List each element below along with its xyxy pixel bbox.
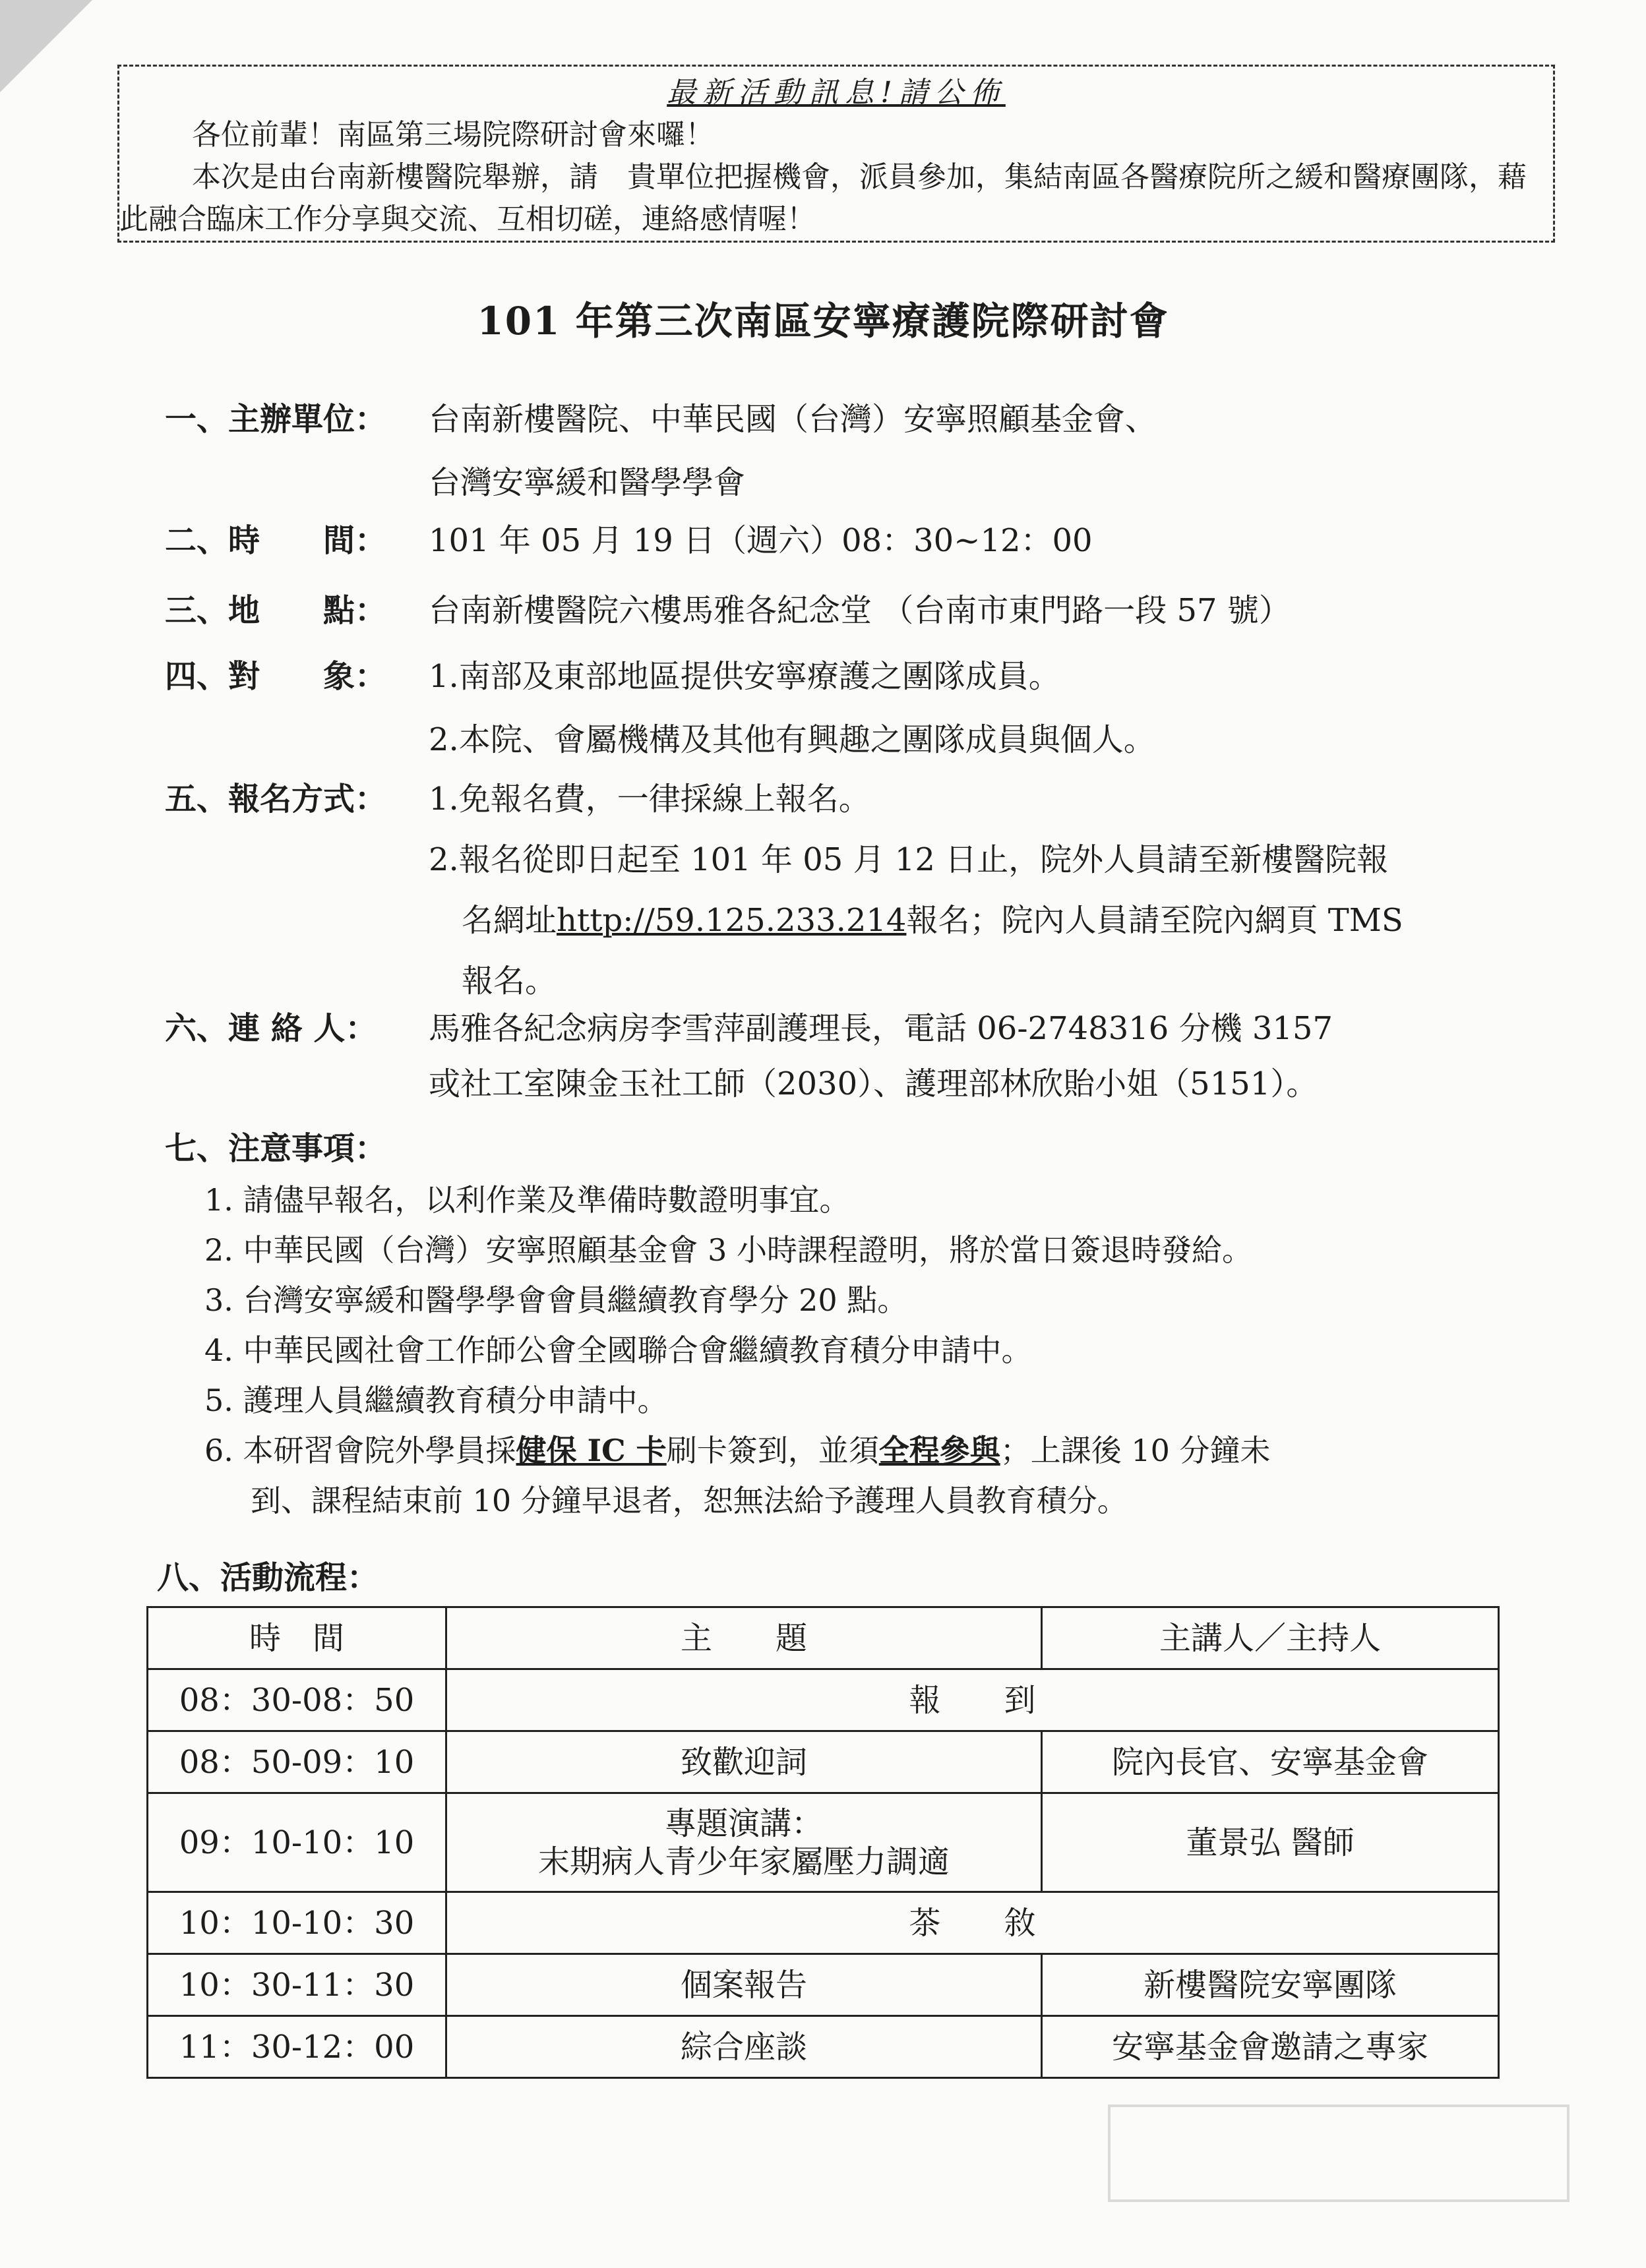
section-label: 二、時 間： (165, 522, 387, 559)
audience-item-1: 1.南部及東部地區提供安寧療護之團隊成員。 (429, 658, 1060, 695)
notice-heading: 最新活動訊息!請公佈 (667, 76, 1006, 109)
row-topic: 專題演講： 末期病人青少年家屬壓力調適 (446, 1793, 1042, 1892)
header-speaker: 主講人／主持人 (1042, 1607, 1499, 1669)
time-value: 101 年 05 月 19 日（週六）08：30~12：00 (429, 522, 1093, 559)
header-topic: 主 題 (446, 1607, 1042, 1669)
table-row (148, 2016, 1499, 2078)
section-registration (165, 769, 1537, 1011)
schedule-label: 八、活動流程： (157, 1559, 379, 1596)
table-row (148, 1669, 1499, 1731)
section-organizer (165, 388, 1537, 514)
row-time: 10：10-10：30 (148, 1892, 446, 1954)
note-item-6: 6. 本研習會院外學員採健保 IC 卡刷卡簽到，並須全程參與；上課後 10 分鐘未 (204, 1433, 1271, 1468)
note-item-1: 1. 請儘早報名，以利作業及準備時數證明事宜。 (204, 1182, 850, 1218)
section-time (165, 509, 1537, 572)
table-header-row (148, 1607, 1499, 1669)
schedule-table (146, 1606, 1500, 2079)
place-value: 台南新樓醫院六樓馬雅各紀念堂 （台南市東門路一段 57 號） (429, 592, 1291, 629)
notes-list (204, 1175, 1537, 1526)
ic-card-emphasis: 健保 IC 卡 (516, 1433, 667, 1468)
table-row (148, 1793, 1499, 1892)
note-item-5: 5. 護理人員繼續教育積分申請中。 (204, 1383, 668, 1418)
notice-greeting: 各位前輩！南區第三場院際研討會來囉！ (192, 118, 714, 152)
row-time: 08：30-08：50 (148, 1669, 446, 1731)
row-time: 08：50-09：10 (148, 1731, 446, 1793)
notes-label: 七、注意事項： (165, 1130, 387, 1167)
full-attendance-emphasis: 全程參與 (878, 1433, 1000, 1468)
registration-item-1: 1.免報名費，一律採線上報名。 (429, 781, 870, 818)
contact-line-2: 或社工室陳金玉社工師（2030）、護理部林欣貽小姐（5151）。 (429, 1065, 1318, 1102)
row-topic: 個案報告 (446, 1954, 1042, 2016)
row-speaker: 董景弘 醫師 (1042, 1793, 1499, 1892)
row-time: 09：10-10：10 (148, 1793, 446, 1892)
registration-item-2b: 名網址http://59.125.233.214報名；院內人員請至院內網頁 TMS (462, 902, 1403, 939)
row-topic: 綜合座談 (446, 2016, 1042, 2078)
document-title: 101 年第三次南區安寧療護院際研討會 (477, 299, 1169, 343)
header-time: 時 間 (148, 1607, 446, 1669)
organizer-line-2: 台灣安寧緩和醫學學會 (429, 464, 746, 501)
note-item-6-cont: 到、課程結束前 10 分鐘早退者，恕無法給予護理人員教育積分。 (251, 1483, 1128, 1518)
registration-item-2a: 2.報名從即日起至 101 年 05 月 12 日止，院外人員請至新樓醫院報 (429, 841, 1389, 878)
registration-item-2c: 報名。 (462, 963, 557, 1000)
faint-stamp-box (1108, 2104, 1570, 2202)
folded-corner (0, 0, 92, 92)
note-item-3: 3. 台灣安寧緩和醫學學會會員繼續教育學分 20 點。 (204, 1282, 908, 1318)
row-speaker: 院內長官、安寧基金會 (1042, 1731, 1499, 1793)
row-time: 10：30-11：30 (148, 1954, 446, 2016)
row-speaker: 安寧基金會邀請之專家 (1042, 2016, 1499, 2078)
row-time: 11：30-12：00 (148, 2016, 446, 2078)
section-label: 六、連 絡 人： (165, 1010, 377, 1047)
notice-body: 本次是由台南新樓醫院舉辦，請 貴單位把握機會，派員參加，集結南區各醫療院所之緩和醫療團隊，藉此融合臨床工作分享與交流、互相切磋，連絡感情喔！ (119, 160, 1527, 236)
section-label: 五、報名方式： (165, 781, 387, 818)
section-label: 一、主辦單位： (165, 401, 387, 438)
table-row (148, 1731, 1499, 1793)
section-label: 四、對 象： (165, 658, 387, 695)
row-topic: 茶 敘 (446, 1892, 1499, 1954)
note-item-4: 4. 中華民國社會工作師公會全國聯合會繼續教育積分申請中。 (204, 1332, 1032, 1368)
row-speaker: 新樓醫院安寧團隊 (1042, 1954, 1499, 2016)
section-contact (165, 1001, 1537, 1112)
table-row (148, 1892, 1499, 1954)
notice-box (117, 65, 1555, 243)
table-row (148, 1954, 1499, 2016)
registration-url-link[interactable]: http://59.125.233.214 (557, 902, 907, 939)
section-place (165, 579, 1537, 642)
note-item-2: 2. 中華民國（台灣）安寧照顧基金會 3 小時課程證明，將於當日簽退時發給。 (204, 1232, 1253, 1268)
row-topic: 報 到 (446, 1669, 1499, 1731)
row-topic: 致歡迎詞 (446, 1731, 1042, 1793)
contact-line-1: 馬雅各紀念病房李雪萍副護理長，電話 06-2748316 分機 3157 (429, 1010, 1333, 1047)
section-label: 三、地 點： (165, 592, 387, 629)
organizer-line-1: 台南新樓醫院、中華民國（台灣）安寧照顧基金會、 (429, 401, 1157, 438)
audience-item-2: 2.本院、會屬機構及其他有興趣之團隊成員與個人。 (429, 721, 1155, 758)
section-audience (165, 645, 1537, 771)
